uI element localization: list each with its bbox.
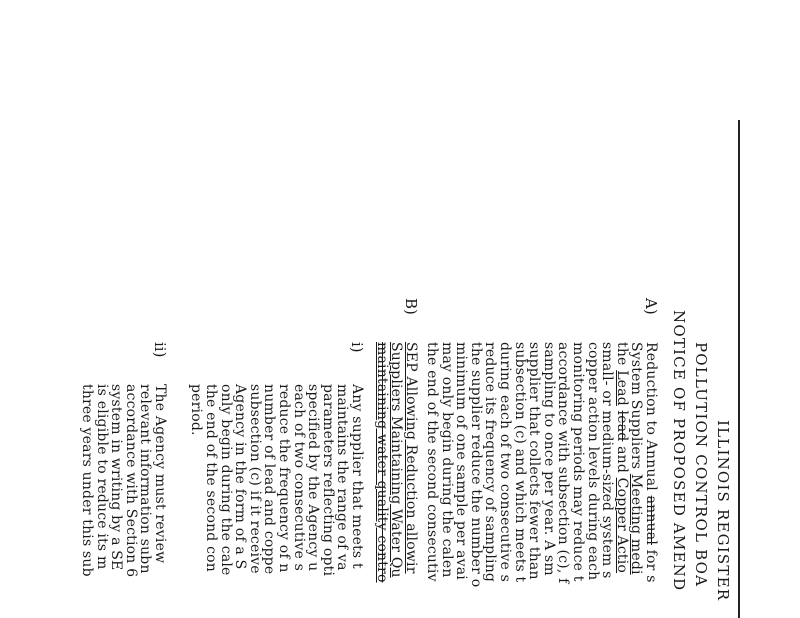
text-run: is eligible to reduce its m — [93, 384, 110, 570]
text-line — [586, 342, 600, 580]
text-run: reduce the frequency of n — [276, 384, 292, 573]
text-run: each of two consecutive s — [290, 384, 307, 572]
text-line — [153, 384, 167, 563]
text-run: system in writing by a SE — [108, 384, 125, 571]
text-line — [644, 342, 658, 583]
text-line — [440, 342, 454, 578]
register-title: ILLINOIS REGISTER — [714, 420, 732, 602]
text-run: lead — [613, 410, 630, 442]
item-ii-label: ii) — [151, 342, 169, 358]
text-line — [469, 342, 483, 587]
text-run: reduce its frequency of sampling — [482, 342, 499, 583]
text-run: sampling to once per year. A sm — [540, 342, 557, 576]
text-run: System Suppliers — [628, 342, 645, 474]
text-line — [109, 384, 123, 570]
text-run: only begin during the cale — [217, 384, 234, 576]
notice-title: NOTICE OF PROPOSED AMEND — [670, 310, 688, 592]
text-run: parameters reflecting opti — [319, 384, 336, 577]
text-line — [513, 342, 527, 582]
text-run: Reduction to Annual — [643, 342, 659, 496]
text-line — [350, 384, 364, 569]
item-i-label: i) — [348, 342, 366, 353]
text-run: maintaining water quality contro — [373, 342, 390, 583]
text-line — [262, 384, 276, 574]
text-run: the end of the second con — [203, 384, 219, 572]
text-run: Copper Actio — [613, 477, 630, 574]
text-run: subsection (c) if it receive — [246, 384, 263, 574]
text-line — [277, 384, 291, 573]
text-run: copper action levels during each — [584, 342, 601, 581]
text-run: may only begin during the calen — [438, 342, 455, 578]
text-run: Lead — [613, 370, 630, 406]
text-line — [233, 384, 247, 569]
text-line — [483, 342, 497, 582]
text-run: accordance with Section 6 — [122, 384, 139, 578]
text-line — [454, 342, 468, 580]
text-line — [389, 342, 403, 578]
text-line — [571, 342, 585, 582]
text-run: number of lead and coppe — [261, 384, 278, 575]
text-run: maintains the range of va — [334, 384, 351, 571]
text-run: specified by the Agency u — [305, 384, 322, 572]
text-line — [600, 342, 614, 579]
text-run: Any supplier that meets t — [349, 384, 365, 569]
text-line — [306, 384, 320, 571]
text-run: for s — [643, 545, 659, 583]
text-run: the — [613, 342, 630, 371]
text-line — [335, 384, 349, 571]
text-line — [542, 342, 556, 576]
text-run: subsection (c) and which meets t — [511, 342, 528, 583]
text-line — [404, 342, 418, 574]
text-run: supplier that collects fewer than — [526, 342, 543, 580]
text-line — [138, 384, 152, 574]
section-b-label: B) — [402, 298, 420, 315]
header-rule — [738, 120, 740, 618]
text-run: three years under this sub — [79, 384, 95, 577]
section-a-label: A) — [642, 298, 660, 315]
text-run: relevant information subn — [137, 384, 154, 574]
text-line — [204, 384, 218, 572]
text-run: small- or medium-sized system s — [599, 342, 616, 579]
text-line — [95, 384, 109, 569]
text-line — [615, 342, 629, 573]
text-run: The Agency must review — [152, 384, 168, 564]
text-line — [527, 342, 541, 580]
text-line — [219, 384, 233, 576]
text-line — [124, 384, 138, 577]
text-run: during each of two consecutive s — [497, 342, 513, 583]
text-line — [375, 342, 389, 583]
text-run: minimum of one sample per avai — [453, 342, 470, 580]
text-line — [425, 342, 439, 582]
text-run: annual — [643, 495, 659, 546]
text-line — [556, 342, 570, 584]
text-run: and — [613, 441, 630, 478]
text-line — [321, 384, 335, 576]
text-run: Meeting medi — [628, 473, 645, 575]
text-run: period. — [188, 384, 205, 436]
text-line — [498, 342, 512, 582]
text-line — [292, 384, 306, 571]
text-run: accordance with subsection (c), f — [555, 342, 572, 584]
board-title: POLLUTION CONTROL BOA — [692, 342, 710, 588]
text-run: monitoring periods may reduce t — [570, 342, 586, 582]
text-line — [248, 384, 262, 574]
rotated-document — [79, 120, 740, 618]
text-run: Suppliers Maintaining Water Qu — [388, 342, 405, 578]
text-run: SEP Allowing Reduction allowir — [403, 342, 419, 574]
text-line — [189, 384, 203, 436]
text-line — [629, 342, 643, 575]
text-run: Agency in the form of a S — [232, 384, 249, 570]
text-line — [80, 384, 94, 577]
text-run: the supplier reduce the number o — [467, 342, 484, 588]
text-run: the end of the second consecutiv — [424, 342, 440, 582]
